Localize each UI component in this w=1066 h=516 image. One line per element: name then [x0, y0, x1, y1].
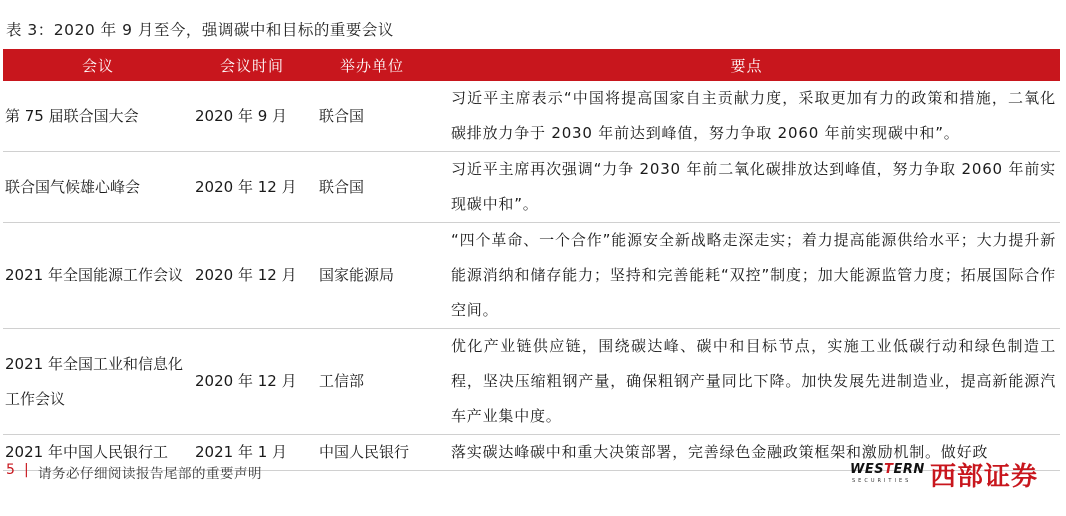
cell-key-points: 优化产业链供应链，围绕碳达峰、碳中和目标节点，实施工业低碳行动和绿色制造工程，坚决压缩粗钢产量，确保粗钢产量同比下降。加快发展先进制造业，提高新能源汽车产业集中度。	[433, 329, 1060, 435]
cell-meeting: 2021 年全国能源工作会议	[3, 223, 193, 329]
meetings-table	[3, 49, 1060, 471]
company-logo-cn: 西部证券	[930, 462, 1039, 492]
header-organizer: 举办单位	[311, 49, 433, 81]
table-row	[3, 81, 1060, 152]
cell-key-points: 落实碳达峰碳中和重大决策部署，完善绿色金融政策框架和激励机制。做好政	[433, 435, 1060, 471]
table-header-row	[3, 49, 1060, 81]
footer-separator: |	[24, 462, 29, 478]
cell-organizer: 国家能源局	[311, 223, 433, 329]
footer-disclaimer: 请务必仔细阅读报告尾部的重要声明	[38, 466, 262, 482]
header-meeting: 会议	[3, 49, 193, 81]
table-row	[3, 329, 1060, 435]
cell-time: 2020 年 9 月	[193, 81, 311, 152]
table-caption: 表 3：2020 年 9 月至今，强调碳中和目标的重要会议	[6, 21, 394, 39]
cell-key-points: 习近平主席表示“中国将提高国家自主贡献力度，采取更加有力的政策和措施，二氧化碳排放力争于 2030 年前达到峰值，努力争取 2060 年前实现碳中和”。	[433, 81, 1060, 152]
logo-text-part: WES	[850, 462, 885, 477]
cell-meeting: 第 75 届联合国大会	[3, 81, 193, 152]
header-key-points: 要点	[433, 49, 1060, 81]
meetings-table-container	[3, 49, 1060, 461]
cell-organizer: 工信部	[311, 329, 433, 435]
western-logo-text	[850, 462, 925, 477]
page-footer	[0, 456, 1066, 496]
cell-time: 2020 年 12 月	[193, 152, 311, 223]
cell-key-points: “四个革命、一个合作”能源安全新战略走深走实；着力提高能源供给水平；大力提升新能源消纳和储存能力；坚持和完善能耗“双控”制度；加大能源监管力度；拓展国际合作空间。	[433, 223, 1060, 329]
logo-text-part: ERN	[893, 462, 925, 477]
table-row	[3, 152, 1060, 223]
cell-meeting: 2021 年中国人民银行工	[3, 435, 193, 471]
cell-time: 2020 年 12 月	[193, 329, 311, 435]
western-logo-subtitle: SECURITIES	[852, 478, 912, 484]
page-number: 5	[6, 462, 15, 478]
cell-time: 2020 年 12 月	[193, 223, 311, 329]
cell-key-points: 习近平主席再次强调“力争 2030 年前二氧化碳排放达到峰值，努力争取 2060 年前实现碳中和”。	[433, 152, 1060, 223]
cell-time: 2021 年 1 月	[193, 435, 311, 471]
table-row	[3, 223, 1060, 329]
cell-meeting: 2021 年全国工业和信息化工作会议	[3, 329, 193, 435]
cell-organizer: 联合国	[311, 81, 433, 152]
header-time: 会议时间	[193, 49, 311, 81]
logo-text-accent: T	[884, 462, 894, 477]
cell-meeting: 联合国气候雄心峰会	[3, 152, 193, 223]
cell-organizer: 中国人民银行	[311, 435, 433, 471]
cell-organizer: 联合国	[311, 152, 433, 223]
